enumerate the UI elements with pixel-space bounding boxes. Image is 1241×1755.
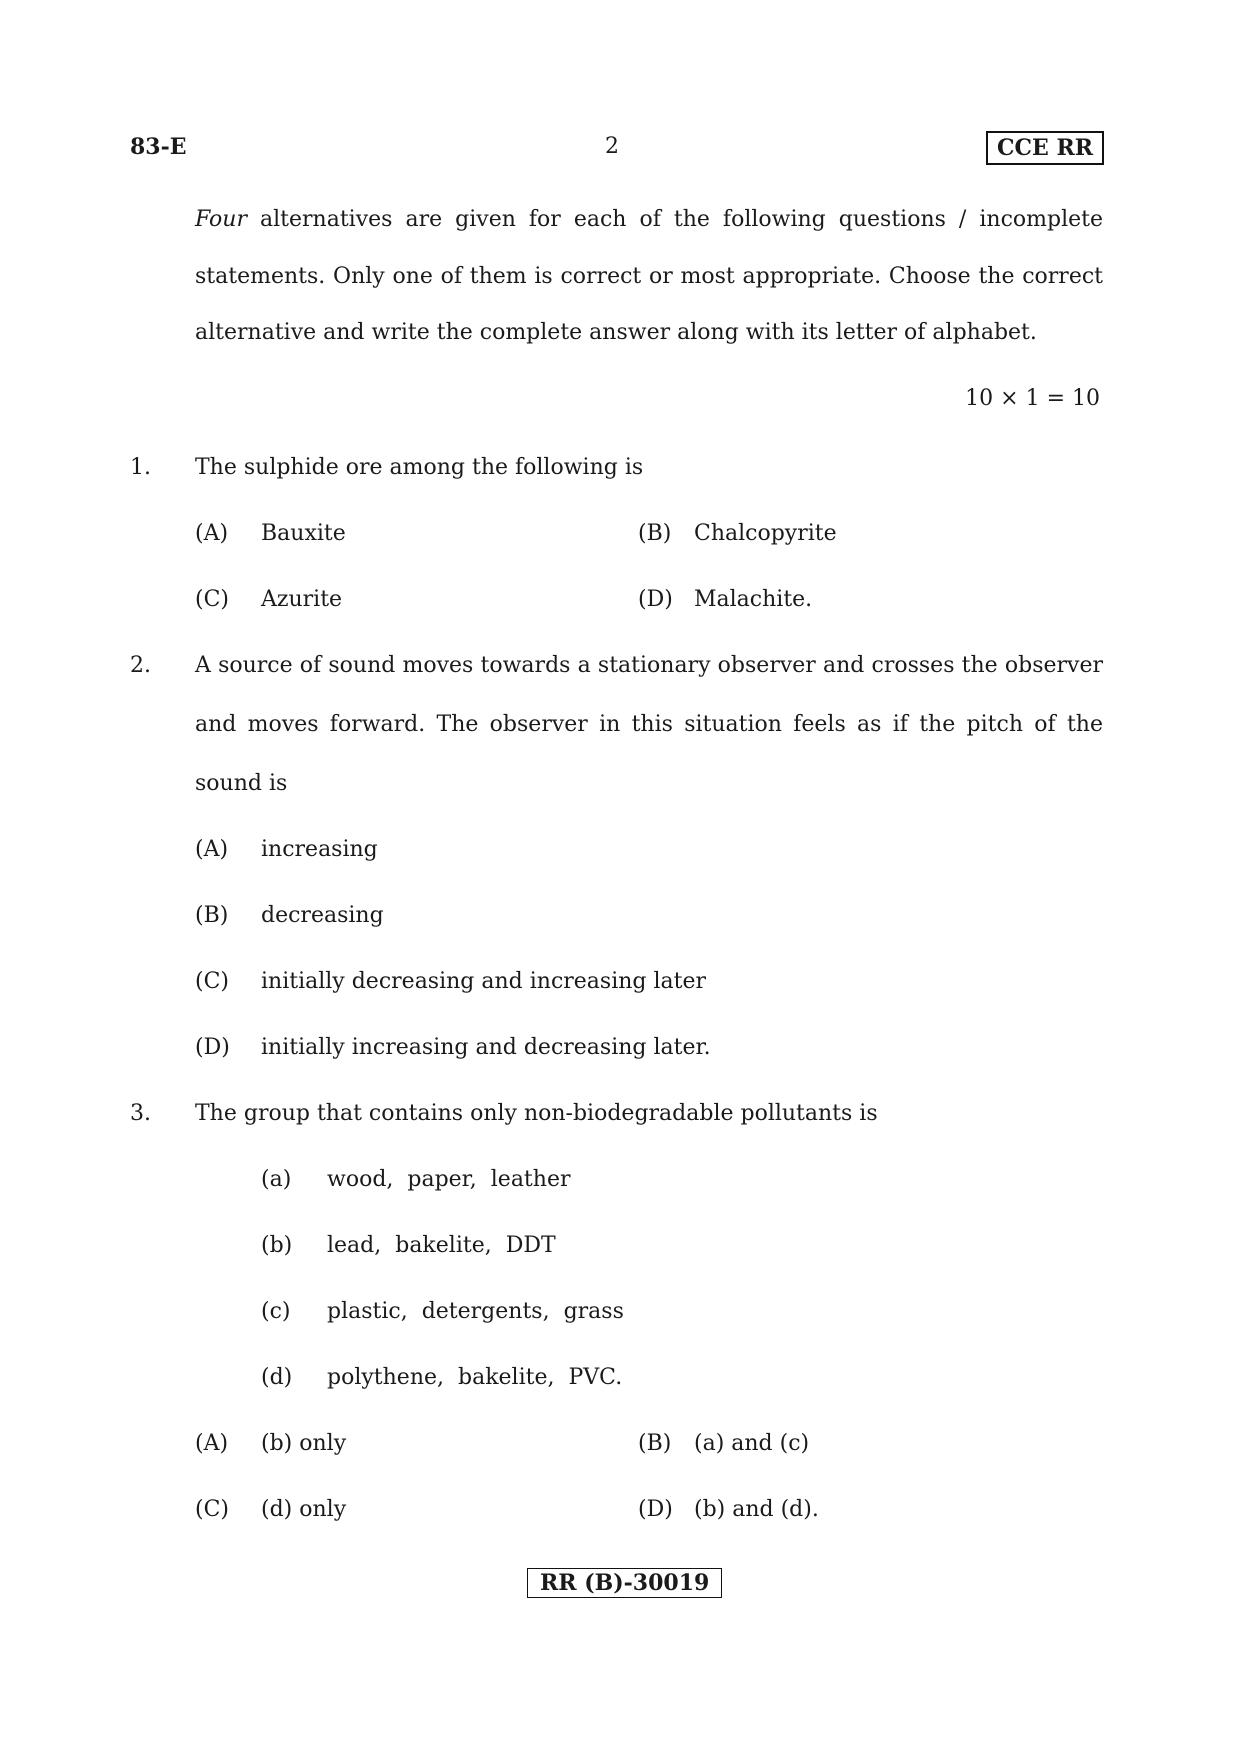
option-label: (B) xyxy=(195,903,229,928)
q3-item-d xyxy=(261,1365,623,1390)
q2-option-b xyxy=(195,903,384,928)
item-label: (d) xyxy=(261,1365,293,1390)
q1-option-c xyxy=(195,587,343,612)
question-1-text: The sulphide ore among the following is xyxy=(195,455,644,480)
question-2-number: 2. xyxy=(130,653,151,678)
q3-option-b xyxy=(638,1431,810,1456)
q3-item-c xyxy=(261,1299,624,1324)
q1-option-d xyxy=(638,587,813,612)
q1-option-b xyxy=(638,521,837,546)
option-label: (C) xyxy=(195,587,229,612)
option-label: (D) xyxy=(195,1035,230,1060)
question-2-line-2: and moves forward. The observer in this situation feels as if the pitch of the xyxy=(195,712,1103,737)
option-label: (A) xyxy=(195,521,229,546)
item-label: (b) xyxy=(261,1233,293,1258)
question-3-number: 3. xyxy=(130,1101,151,1126)
question-3-text: The group that contains only non-biodegradable pollutants is xyxy=(195,1101,878,1126)
q1-option-a xyxy=(195,521,346,546)
series-badge: CCE RR xyxy=(986,131,1104,165)
option-label: (B) xyxy=(638,1431,672,1456)
option-label: (D) xyxy=(638,587,673,612)
option-label: (B) xyxy=(638,521,672,546)
paper-code: 83-E xyxy=(130,134,187,160)
q2-option-c xyxy=(195,969,707,994)
option-text: Bauxite xyxy=(261,521,346,546)
option-text: Malachite. xyxy=(694,587,813,612)
option-text: (d) only xyxy=(261,1497,347,1522)
item-text: wood, paper, leather xyxy=(327,1167,571,1192)
option-label: (A) xyxy=(195,1431,229,1456)
item-text: polythene, bakelite, PVC. xyxy=(327,1365,623,1390)
item-text: lead, bakelite, DDT xyxy=(327,1233,556,1258)
item-label: (a) xyxy=(261,1167,292,1192)
instruction-line-3: alternative and write the complete answer along with its letter of alphabet. xyxy=(195,320,1037,345)
q2-option-a xyxy=(195,837,378,862)
q2-option-d xyxy=(195,1035,711,1060)
instruction-line-2: statements. Only one of them is correct or most appropriate. Choose the correct xyxy=(195,264,1103,289)
option-text: Chalcopyrite xyxy=(694,521,837,546)
instruction-line-1-rest: alternatives are given for each of the following questions / incomplete xyxy=(260,207,1103,232)
option-text: initially increasing and decreasing later. xyxy=(261,1035,711,1060)
question-2-line-3: sound is xyxy=(195,771,288,796)
item-text: plastic, detergents, grass xyxy=(327,1299,624,1324)
option-label: (C) xyxy=(195,969,229,994)
option-label: (C) xyxy=(195,1497,229,1522)
q3-option-c xyxy=(195,1497,347,1522)
option-text: (a) and (c) xyxy=(694,1431,810,1456)
option-text: (b) only xyxy=(261,1431,347,1456)
option-text: initially decreasing and increasing later xyxy=(261,969,707,994)
q3-item-b xyxy=(261,1233,556,1258)
question-1-number: 1. xyxy=(130,455,151,480)
q3-option-d xyxy=(638,1497,819,1522)
page-number: 2 xyxy=(605,134,619,159)
option-text: Azurite xyxy=(261,587,343,612)
question-2-line-1: A source of sound moves towards a stationary observer and crosses the observer xyxy=(195,653,1103,678)
instruction-line-1 xyxy=(195,207,1103,232)
q3-item-a xyxy=(261,1167,571,1192)
option-text: (b) and (d). xyxy=(694,1497,819,1522)
option-text: decreasing xyxy=(261,903,384,928)
marks-allocation: 10 × 1 = 10 xyxy=(965,386,1100,411)
footer-code: RR (B)-30019 xyxy=(527,1568,722,1598)
q3-option-a xyxy=(195,1431,347,1456)
instruction-emphasis: Four xyxy=(195,207,247,232)
option-label: (A) xyxy=(195,837,229,862)
option-text: increasing xyxy=(261,837,378,862)
item-label: (c) xyxy=(261,1299,291,1324)
option-label: (D) xyxy=(638,1497,673,1522)
